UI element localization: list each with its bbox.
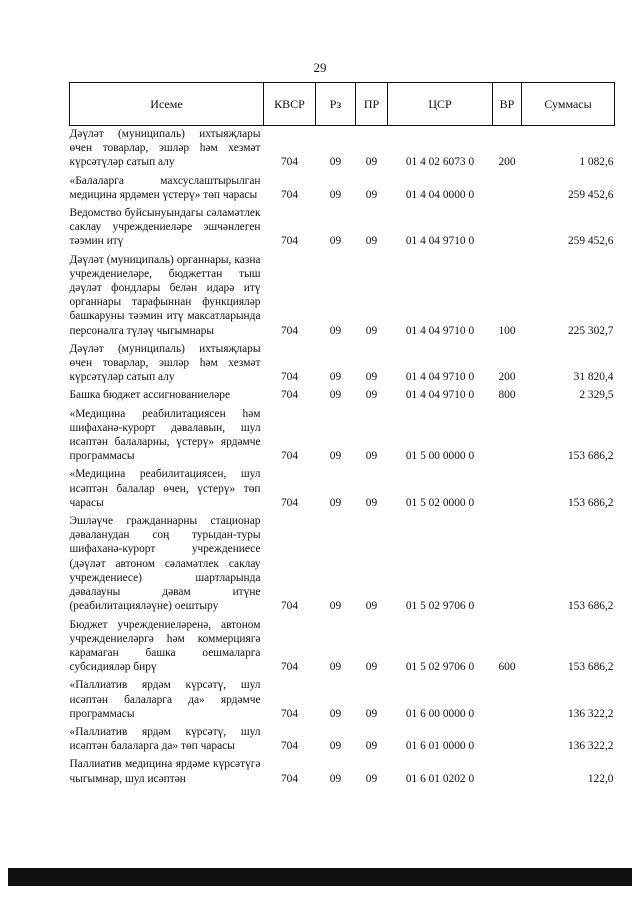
cell-vr xyxy=(493,173,522,205)
cell-csr: 01 4 04 9710 0 xyxy=(405,324,475,337)
scan-edge-bar xyxy=(8,868,632,886)
cell-csr: 01 4 02 6073 0 xyxy=(405,156,475,169)
cell-vr: 200 xyxy=(498,371,516,384)
cell-pr: 09 xyxy=(365,740,378,753)
cell-rz: 09 xyxy=(329,188,342,201)
cell-rz: 09 xyxy=(329,600,342,613)
table-row xyxy=(70,677,615,724)
cell-rz: 09 xyxy=(329,772,342,785)
cell-vr: 200 xyxy=(498,156,516,169)
cell-rz: 09 xyxy=(329,740,342,753)
cell-csr: 01 4 04 0000 0 xyxy=(405,188,475,201)
cell-pr: 09 xyxy=(365,496,378,509)
header-vr: ВР xyxy=(493,83,522,126)
cell-name: «Паллиатив ярдәм күрсәтү, шул исәптән балаларга да» ярдәмче программасы xyxy=(69,679,261,720)
cell-pr: 09 xyxy=(365,707,378,720)
cell-sum: 136 322,2 xyxy=(567,740,614,753)
cell-csr: 01 6 00 0000 0 xyxy=(405,707,475,720)
cell-vr xyxy=(493,513,522,616)
table-row xyxy=(70,252,615,341)
table-row xyxy=(70,617,615,678)
cell-sum: 1 082,6 xyxy=(579,156,614,169)
cell-pr: 09 xyxy=(365,235,378,248)
cell-sum: 122,0 xyxy=(587,772,614,785)
cell-sum: 153 686,2 xyxy=(567,450,614,463)
cell-kvsr: 704 xyxy=(280,496,299,509)
cell-rz: 09 xyxy=(329,661,342,674)
cell-pr: 09 xyxy=(365,450,378,463)
cell-name: Дәүләт (муниципаль) ихтыяҗлары өчен товарлар, эшләр һәм хезмәт күрсәтүләр сатып алу xyxy=(69,128,261,169)
cell-sum: 153 686,2 xyxy=(567,496,614,509)
cell-rz: 09 xyxy=(329,324,342,337)
cell-kvsr: 704 xyxy=(280,371,299,384)
cell-kvsr: 704 xyxy=(280,600,299,613)
cell-sum: 259 452,6 xyxy=(567,235,614,248)
cell-kvsr: 704 xyxy=(280,740,299,753)
cell-csr: 01 4 04 9710 0 xyxy=(405,389,475,402)
table-row xyxy=(70,756,615,788)
cell-csr: 01 6 01 0000 0 xyxy=(405,740,475,753)
cell-name: Башка бюджет ассигнованиеләре xyxy=(69,389,231,402)
cell-name: Бюджет учреждениеләренә, автоном учреждениеләргә һәм коммерциягә карамаган башка оешмаларга субсидияләр бирү xyxy=(69,618,261,674)
header-sum: Суммасы xyxy=(522,83,615,126)
table-row xyxy=(70,724,615,756)
budget-table-container xyxy=(69,82,614,789)
cell-csr: 01 4 04 9710 0 xyxy=(405,371,475,384)
budget-table xyxy=(69,82,615,789)
cell-vr xyxy=(493,466,522,513)
cell-name: «Балаларга махсуслаштырылган медицина ярдәмен үстерү» төп чарасы xyxy=(69,174,261,201)
cell-rz: 09 xyxy=(329,450,342,463)
header-name: Исеме xyxy=(70,83,264,126)
cell-vr xyxy=(493,406,522,467)
table-row xyxy=(70,205,615,252)
cell-csr: 01 5 02 9706 0 xyxy=(405,600,475,613)
cell-vr xyxy=(493,756,522,788)
table-row xyxy=(70,406,615,467)
cell-kvsr: 704 xyxy=(280,235,299,248)
cell-vr xyxy=(493,724,522,756)
cell-pr: 09 xyxy=(365,188,378,201)
cell-vr: 800 xyxy=(498,389,516,402)
cell-vr: 600 xyxy=(498,661,516,674)
table-row xyxy=(70,387,615,405)
cell-vr: 100 xyxy=(498,324,516,337)
cell-name: Ведомство буйсынуындагы сәламәтлек саклау учреждениеләре эшчәнлеген тәэмин итү xyxy=(69,207,261,248)
cell-name: «Паллиатив ярдәм күрсәтү, шул исәптән балаларга да» төп чарасы xyxy=(69,725,261,753)
cell-csr: 01 4 04 9710 0 xyxy=(405,235,475,248)
header-csr: ЦСР xyxy=(388,83,493,126)
header-rz: Рз xyxy=(316,83,356,126)
cell-kvsr: 704 xyxy=(280,772,299,785)
cell-name: Эшләүче гражданнарны стационар дәваланудан соң турыдан-туры шифаханә-курорт учреждениесе (дәүләт автоном сәламәтлек саклау учреждениесе) шартларында дәвалауны дәвам итүне (реабилитацияләүне) оештыру xyxy=(69,515,261,613)
cell-name: «Медицина реабилитациясен һәм шифаханә-курорт дәвалавын, шул исәптән балаларны, үстерү» ярдәмче программасы xyxy=(69,407,261,463)
page-number: 29 xyxy=(313,60,327,75)
cell-rz: 09 xyxy=(329,371,342,384)
cell-sum: 31 820,4 xyxy=(573,371,614,384)
cell-name: Паллиатив медицина ярдәме күрсәтүгә чыгымнар, шул исәптән xyxy=(69,758,261,785)
cell-pr: 09 xyxy=(365,772,378,785)
cell-pr: 09 xyxy=(365,371,378,384)
cell-kvsr: 704 xyxy=(280,707,299,720)
cell-kvsr: 704 xyxy=(280,450,299,463)
table-row xyxy=(70,341,615,388)
cell-pr: 09 xyxy=(365,389,378,402)
cell-csr: 01 5 02 0000 0 xyxy=(405,496,475,509)
cell-sum: 259 452,6 xyxy=(567,188,614,201)
cell-pr: 09 xyxy=(365,600,378,613)
cell-csr: 01 5 00 0000 0 xyxy=(405,450,475,463)
cell-rz: 09 xyxy=(329,496,342,509)
cell-rz: 09 xyxy=(329,707,342,720)
cell-pr: 09 xyxy=(365,156,378,169)
table-row xyxy=(70,126,615,173)
table-row xyxy=(70,513,615,616)
cell-rz: 09 xyxy=(329,389,342,402)
table-body xyxy=(70,126,615,789)
header-pr: ПР xyxy=(356,83,388,126)
cell-pr: 09 xyxy=(365,324,378,337)
cell-sum: 136 322,2 xyxy=(567,707,614,720)
table-row xyxy=(70,173,615,205)
cell-csr: 01 6 01 0202 0 xyxy=(405,772,475,785)
cell-sum: 153 686,2 xyxy=(567,600,614,613)
cell-sum: 225 302,7 xyxy=(567,324,614,337)
cell-name: Дәүләт (муниципаль) ихтыяҗлары өчен товарлар, эшләр һәм хезмәт күрсәтүләр сатып алу xyxy=(69,342,261,384)
cell-sum: 2 329,5 xyxy=(579,389,614,402)
header-kvsr: КВСР xyxy=(264,83,316,126)
cell-sum: 153 686,2 xyxy=(567,661,614,674)
cell-pr: 09 xyxy=(365,661,378,674)
table-row xyxy=(70,466,615,513)
cell-csr: 01 5 02 9706 0 xyxy=(405,661,475,674)
cell-rz: 09 xyxy=(329,156,342,169)
cell-rz: 09 xyxy=(329,235,342,248)
cell-vr xyxy=(493,205,522,252)
cell-kvsr: 704 xyxy=(280,324,299,337)
cell-kvsr: 704 xyxy=(280,156,299,169)
cell-kvsr: 704 xyxy=(280,389,299,402)
cell-name: «Медицина реабилитациясен, шул исәптән балалар өчен, үстерү» төп чарасы xyxy=(69,468,261,509)
table-header-row xyxy=(70,83,615,126)
cell-kvsr: 704 xyxy=(280,188,299,201)
cell-kvsr: 704 xyxy=(280,661,299,674)
cell-name: Дәүләт (муниципаль) органнары, казна учреждениеләре, бюджеттан тыш дәүләт фондлары белән идарә итү органнары тарафыннан функцияләр башкаруны тәэмин итү максатларында персоналга түләү чыгымнары xyxy=(69,253,261,337)
cell-vr xyxy=(493,677,522,724)
